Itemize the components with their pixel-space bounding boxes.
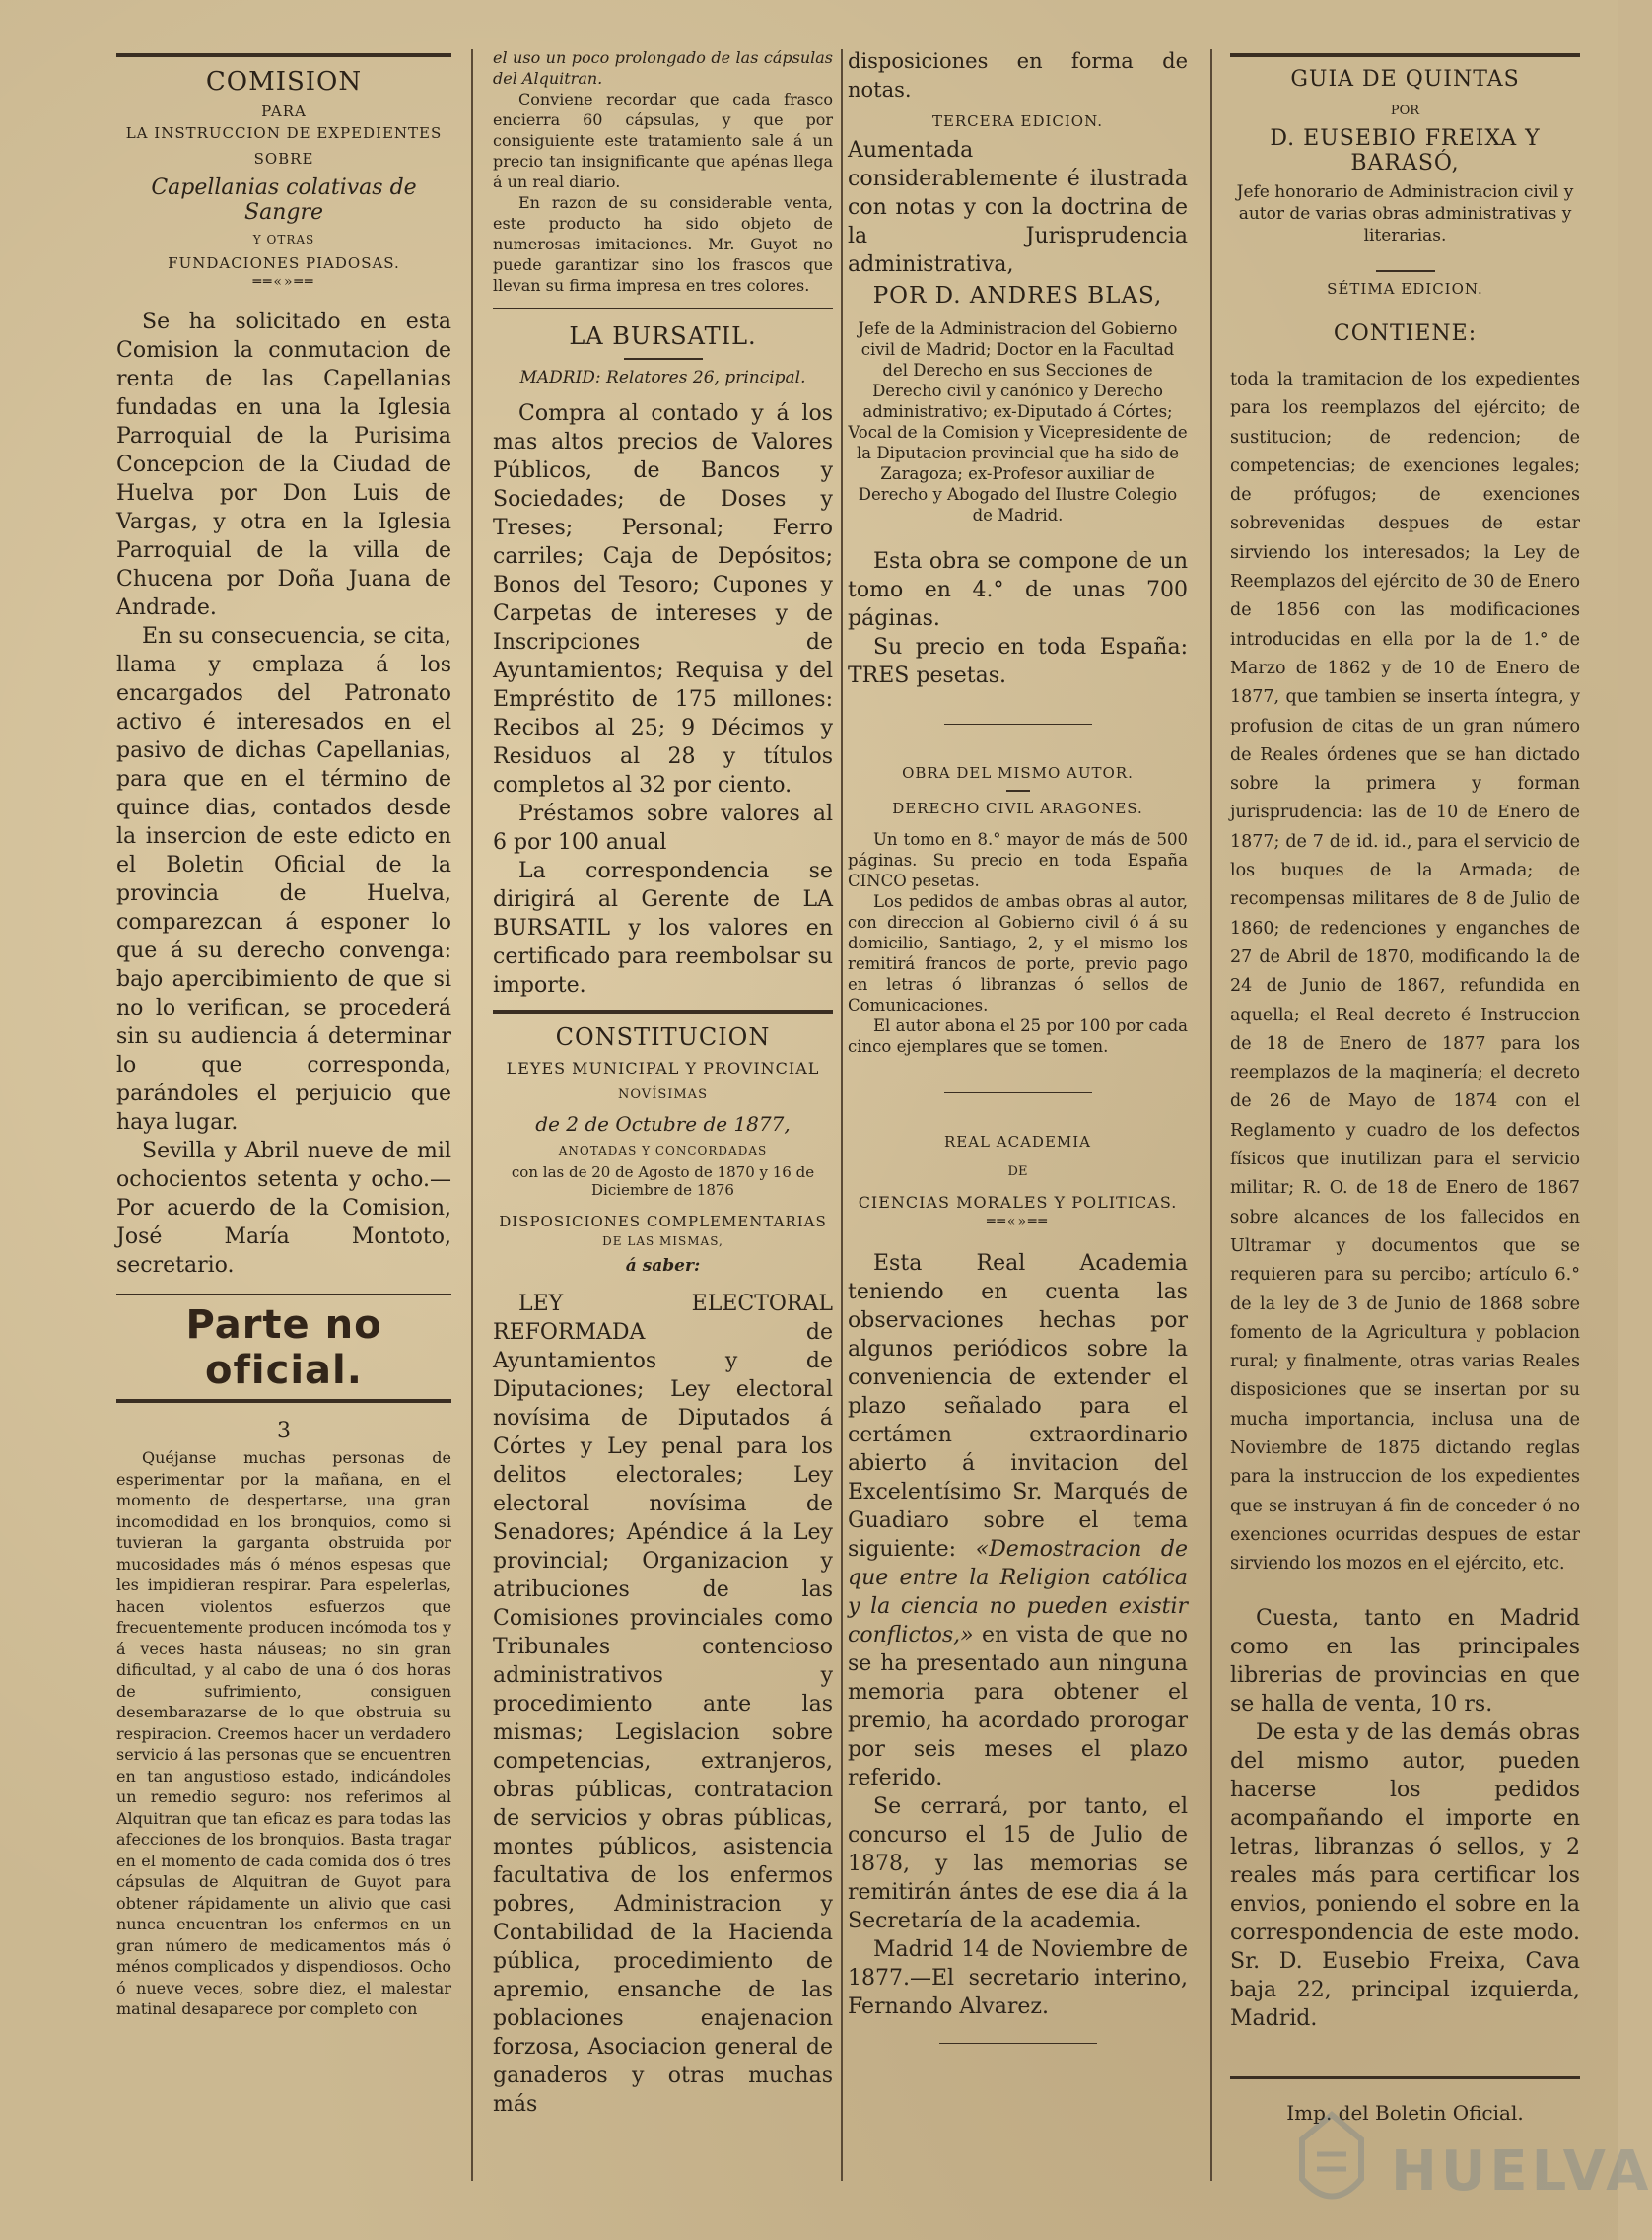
concordadas-text: con las de 20 de Agosto de 1870 y 16 de Diciembre de 1876: [511, 1163, 815, 1199]
comision-title: COMISION: [205, 67, 363, 97]
rule: [944, 724, 1092, 725]
rule: [116, 53, 451, 57]
column-2: [493, 47, 833, 2119]
disposiciones-heading: DISPOSICIONES COMPLEMENTARIAS: [499, 1213, 827, 1230]
contiene-heading: CONTIENE:: [1333, 321, 1478, 346]
guia-pedidos: De esta y de las demás obras del mismo autor, pueden hacerse los pedidos acompañando el importe en letras, libranzas ó sellos, y 2 reales más para certificar los envios, poniendo el sobre en la correspondencia de este modo. Sr. D. Eusebio Freixa, Cava baja 22, principal izquierda, Madrid.: [1230, 1720, 1580, 2032]
alquitran-price-note: Conviene recordar que cada frasco encierra 60 cápsulas, y que por consiguiente este tratamiento sale á un precio tan insignificante que apénas llega á un real diario.: [493, 90, 833, 191]
section-number: 3: [277, 1419, 291, 1443]
column-divider: [841, 49, 843, 2181]
stamp-text: HUELVA: [1391, 2139, 1652, 2204]
constitucion-date: de 2 de Octubre de 1877,: [535, 1112, 791, 1136]
notas-continuation: disposiciones en forma de notas.: [848, 49, 1188, 102]
coat-of-arms-icon: [1282, 2100, 1381, 2218]
por-label: POR: [1390, 104, 1420, 118]
anotadas-label: ANOTADAS Y CONCORDADAS: [558, 1144, 768, 1157]
rule: [493, 1010, 833, 1014]
aumentada-text: Aumentada considerablemente é ilustrada con notas y con la doctrina de la Jurisprudencia administrativa,: [848, 138, 1188, 277]
column-divider: [1210, 49, 1212, 2181]
novisimas-label: NOVÍSIMAS: [618, 1087, 708, 1102]
guia-price: Cuesta, tanto en Madrid como en las principales librerias de provincias en que se halla de venta, 10 rs.: [1230, 1606, 1580, 1717]
derecho-civil-heading: DERECHO CIVIL ARAGONES.: [892, 800, 1143, 817]
ornament: ══«»══: [252, 274, 315, 290]
derecho-civil-description: Un tomo en 8.° mayor de más de 500 páginas. Su precio en toda España CINCO pesetas.: [848, 830, 1188, 890]
column-4: [1230, 47, 1580, 2125]
a-saber-label: á saber:: [625, 1256, 701, 1276]
instruccion-label: LA INSTRUCCION DE EXPEDIENTES: [125, 124, 443, 142]
para-label: PARA: [261, 103, 307, 120]
rule: [624, 358, 703, 360]
rule: [939, 2043, 1097, 2044]
column-3: [848, 47, 1188, 2065]
constitucion-title: CONSTITUCION: [555, 1023, 771, 1051]
bursatil-title: LA BURSATIL.: [569, 322, 757, 350]
rule: [116, 1399, 451, 1403]
freixa-credentials: Jefe honorario de Administracion civil y autor de varias obras administrativas y literarias.: [1236, 182, 1574, 245]
rule: [944, 1092, 1092, 1093]
guia-quintas-title: GUIA DE QUINTAS: [1290, 67, 1520, 92]
y-otras-label: Y OTRAS: [252, 233, 315, 246]
parte-no-oficial-heading: Parte no oficial.: [185, 1302, 382, 1393]
ciencias-morales-heading: CIENCIAS MORALES Y POLITICAS.: [858, 1193, 1178, 1212]
edict-signature: Sevilla y Abril nueve de mil ochocientos setenta y ocho.—Por acuerdo de la Comision, José María Montoto, secretario.: [116, 1139, 451, 1278]
ornament: ══«»══: [987, 1214, 1049, 1229]
rule: [1376, 270, 1435, 272]
de-las-mismas-label: DE LAS MISMAS,: [602, 1234, 723, 1248]
academia-signature: Madrid 14 de Noviembre de 1877.—El secretario interino, Fernando Alvarez.: [848, 1937, 1188, 2019]
freixa-author: D. EUSEBIO FREIXA Y BARASÓ,: [1270, 126, 1541, 175]
alquitran-imitation-note: En razon de su considerable venta, este producto ha sido objeto de numerosas imitaciones. Mr. Guyot no puede garantizar sino los frascos que llevan su firma impresa en tres colores.: [493, 193, 833, 295]
constitucion-contents: LEY ELECTORAL REFORMADA de Ayuntamientos y de Diputaciones; Ley electoral novísima de Diputados á Córtes y Ley penal para los delitos electorales; Ley electoral novísima de Senadores; Apéndice á la Ley provincial; Organizacion y atribuciones de las Comisiones provinciales como Tribunales contencioso administrativos y procedimiento ante las mismas; Legislacion sobre competencias, extranjeros, obras públicas, contratacion de servicios y obras públicas, montes públicos, asistencia facultativa de los enfermos pobres, Administracion y Contabilidad de la Hacienda pública, procedimiento de apremio, ensanche de las poblaciones enajenacion forzosa, Asociacion general de ganaderos y otras muchas más: [493, 1292, 833, 2117]
rule: [116, 1294, 451, 1295]
rule: [493, 308, 833, 309]
de-label: DE: [1007, 1164, 1028, 1179]
alquitran-continuation: el uso un poco prolongado de las cápsulas del Alquitran.: [493, 48, 833, 88]
bursatil-correspondence: La correspondencia se dirigirá al Gerente de LA BURSATIL y los valores en certificado para reembolsar su importe.: [493, 859, 833, 998]
sobre-label: SOBRE: [253, 150, 314, 168]
academia-paragraph: [848, 1249, 1188, 1792]
setima-edicion-label: SÉTIMA EDICION.: [1327, 280, 1483, 298]
bursatil-address: MADRID: Relatores 26, principal.: [519, 368, 806, 387]
academia-text-c: en vista de que no se ha presentado aun ninguna memoria para obtener el premio, ha acordado prorogar por seis meses el plazo referido.: [848, 1623, 1188, 1790]
rule: [1006, 790, 1030, 792]
academia-tema: «Demostracion de que entre la Religion católica y la ciencia no pueden existir conflictos,»: [848, 1537, 1188, 1647]
edict-paragraph-2: En su consecuencia, se cita, llama y emplaza á los encargados del Patronato activo é interesados en el pasivo de dichas Capellanias, para que en el término de quince dias, contados desde la insercion de este edicto en el Boletin Oficial de la provincia de Huelva, comparezcan á esponer lo que á su derecho convenga: bajo apercibimiento de que si no lo verifican, se procederá sin su audiencia á determinar lo que corresponda, parándoles el perjuicio que haya lugar.: [116, 624, 451, 1135]
bursatil-paragraph: Compra al contado y á los mas altos precios de Valores Públicos, de Bancos y Sociedades; de Doses y Treses; Personal; Ferro carriles; Caja de Depósitos; Bonos del Tesoro; Cupones y Carpetas de intereses y de Inscripciones de Ayuntamientos; Requisa y del Empréstito de 175 millones: Recibos al 25; 9 Décimos y Residuos al 28 y títulos completos al 32 por ciento.: [493, 401, 833, 798]
obra-price: Su precio en toda España: TRES pesetas.: [848, 635, 1188, 688]
author-credentials: Jefe de la Administracion del Gobierno civil de Madrid; Doctor en la Facultad del Derecho en sus Secciones de Derecho civil y canónico y Derecho administrativo; ex-Diputado á Córtes; Vocal de la Comision y Vicepresidente de la Diputacion provincial que ha sido de Zaragoza; ex-Profesor auxiliar de Derecho y Abogado del Ilustre Colegio de Madrid.: [848, 319, 1188, 525]
rule: [1230, 53, 1580, 57]
imprint: Imp. del Boletin Oficial.: [1286, 2101, 1524, 2126]
autor-abona-text: El autor abona el 25 por 100 por cada cinco ejemplares que se tomen.: [848, 1016, 1188, 1056]
alquitran-article: Quéjanse muchas personas de esperimentar por la mañana, en el momento de despertarse, una gran incomodidad en los bronquios, como si tuvieran la garganta obstruida por mucosidades más ó ménos espesas que les impidieran respirar. Para espelerlas, hacen violentos esfuerzos que frecuentemente producen incómoda tos y á veces hasta náuseas; no sin gran dificultad, y al cabo de una ó dos horas de sufrimiento, consiguen desembarazarse de lo que obstruia su respiracion. Creemos hacer un verdadero servicio á las personas que se encuentren en tan angustioso estado, indicándoles un remedio seguro: nos referimos al Alquitran que tan eficaz es para todas las afecciones de los bronquios. Basta tragar en el momento de cada comida dos ó tres cápsulas de Alquitran de Guyot para obtener rápidamente un alivio que casi nunca encuentran los enfermos en un gran número de medicamentos más ó ménos complicados y dispendiosos. Ocho ó nueve veces, sobre diez, el malestar matinal desaparece por completo con: [116, 1448, 451, 2018]
leyes-heading: LEYES MUNICIPAL Y PROVINCIAL: [506, 1059, 820, 1078]
rule: [1230, 2076, 1580, 2079]
column-1: [116, 47, 451, 2020]
obra-mismo-autor-heading: OBRA DEL MISMO AUTOR.: [902, 764, 1134, 782]
obra-description: Esta obra se compone de un tomo en 4.° de unas 700 páginas.: [848, 549, 1188, 631]
column-divider: [471, 49, 473, 2181]
andres-blas-author: POR D. ANDRES BLAS,: [872, 283, 1163, 309]
huelva-library-stamp: [1282, 2100, 1652, 2218]
fundaciones-heading: FUNDACIONES PIADOSAS.: [168, 254, 400, 272]
academia-text-a: Esta Real Academia teniendo en cuenta las observaciones hechas por algunos periódicos sobre la conveniencia de extender el plazo señalado para el certámen extraordinario abierto á invitacion del Excelentísimo Sr. Marqués de Guadiaro sobre el tema siguiente:: [848, 1251, 1188, 1562]
edict-paragraph-1: Se ha solicitado en esta Comision la conmutacion de renta de las Capellanias fundadas en una la Iglesia Parroquial de la Purisima Concepcion de la Ciudad de Huelva por Don Luis de Vargas, y otra en la Iglesia Parroquial de la villa de Chucena por Doña Juana de Andrade.: [116, 310, 451, 620]
academia-concurso: Se cerrará, por tanto, el concurso el 15 de Julio de 1878, y las memorias se remitirán ántes de ese dia á la Secretaría de la academia.: [848, 1794, 1188, 1933]
capellanias-heading: Capellanias colativas de Sangre: [151, 175, 417, 225]
real-academia-heading: REAL ACADEMIA: [943, 1133, 1092, 1151]
tercera-edicion-label: TERCERA EDICION.: [931, 112, 1104, 130]
bursatil-loans: Préstamos sobre valores al 6 por 100 anual: [493, 802, 833, 855]
pedidos-text: Los pedidos de ambas obras al autor, con direccion al Gobierno civil ó á su domicilio, Santiago, 2, y el mismo los remitirá francos de porte, previo pago en letras ó libranzas ó sellos de Comunicaciones.: [848, 892, 1188, 1015]
guia-contents: toda la tramitacion de los expedientes para los reemplazos del ejército; de sustitucion; de redencion; de competencias; de exenciones legales; de prófugos; de exenciones sobrevenidas despues de estar sirviendo los interesados; la Ley de Reemplazos del ejército de 30 de Enero de 1856 con las modificaciones introducidas en ella por la de 1.° de Marzo de 1862 y de 10 de Enero de 1877, que tambien se inserta íntegra, y profusion de citas de un gran número de Reales órdenes que se han dictado sobre la primera y forman jurisprudencia: las de 10 de Enero de 1877; de 7 de id. id., para el servicio de los buques de la Armada; de recompensas militares de 8 de Julio de 1860; de redenciones y enganches de 27 de Abril de 1870, modificando la de 24 de Junio de 1867, refundida en aquella; el Real decreto é Instruccion de 18 de Enero de 1877 para los reemplazos de la maqinería; el decreto de 26 de Mayo de 1874 con el Reglamento y cuadro de los defectos físicos que inutilizan para el servicio militar; R. O. de 18 de Enero de 1867 sobre alcances de los fallecidos en Ultramar y documentos que se requieren para su percibo; artículo 6.° de la ley de 3 de Junio de 1868 sobre fomento de la Agricultura y poblacion rural; y finalmente, otras varias Reales disposiciones que se insertan por su mucha importancia, inclusa una de Noviembre de 1875 dictando reglas para la instruccion de los expedientes que se instruyan á fin de conceder ó no exenciones ocurridas despues de estar sirviendo los mozos en el ejército, etc.: [1230, 370, 1580, 1575]
